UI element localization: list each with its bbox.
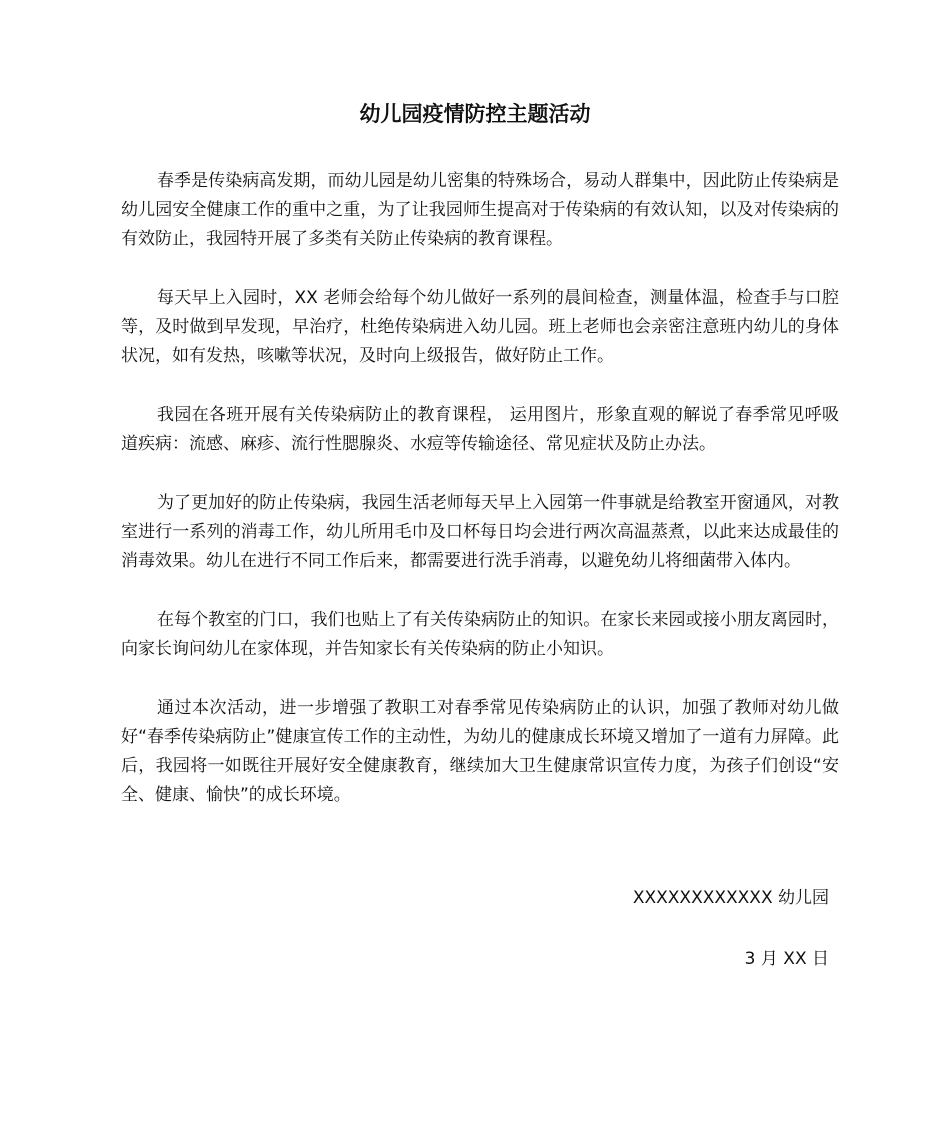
paragraph-disinfection: 为了更加好的防止传染病，我园生活老师每天早上入园第一件事就是给教室开窗通风，对教室进行一系列的消毒工作，幼儿所用毛巾及口杯每日均会进行两次高温蒸煮，以此来达成最佳的消毒效果。幼儿在进行不同工作后来，都需要进行洗手消毒，以避免幼儿将细菌带入体内。 [121, 493, 839, 571]
paragraph-intro: 春季是传染病高发期，而幼儿园是幼儿密集的特殊场合，易动人群集中，因此防止传染病是幼儿园安全健康工作的重中之重，为了让我园师生提高对于传染病的有效认知，以及对传染病的有效防止，我园特开展了多类有关防止传染病的教育课程。 [121, 171, 839, 249]
paragraph-summary: 通过本次活动，进一步增强了教职工对春季常见传染病防止的认识，加强了教师对幼儿做好“春季传染病防止”健康宣传工作的主动性，为幼儿的健康成长环境又增加了一道有力屏障。此后，我园将一如既往开展好安全健康教育，继续加大卫生健康常识宣传力度，为孩子们创设“安全、健康、愉快”的成长环境。 [121, 698, 839, 805]
paragraph-morning-check: 每天早上入园时，XX 老师会给每个幼儿做好一系列的晨间检查，测量体温，检查手与口腔等，及时做到早发现，早治疗，杜绝传染病进入幼儿园。班上老师也会亲密注意班内幼儿的身体状况，如有发热，咳嗽等状况，及时向上级报告，做好防止工作。 [121, 288, 839, 366]
signature: XXXXXXXXXXXX 幼儿园 [632, 888, 829, 908]
document-title: 幼儿园疫情防控主题活动 [359, 102, 591, 126]
paragraph-parent-notice: 在每个教室的门口，我们也贴上了有关传染病防止的知识。在家长来园或接小朋友离园时，向家长询问幼儿在家体现，并告知家长有关传染病的防止小知识。 [121, 610, 839, 659]
document-body [121, 167, 839, 840]
paragraph-education-course: 我园在各班开展有关传染病防止的教育课程， 运用图片，形象直观的解说了春季常见呼吸道疾病：流感、麻疹、流行性腮腺炎、水痘等传输途径、常见症状及防止办法。 [121, 405, 839, 454]
document-date: 3 月 XX 日 [744, 949, 829, 969]
